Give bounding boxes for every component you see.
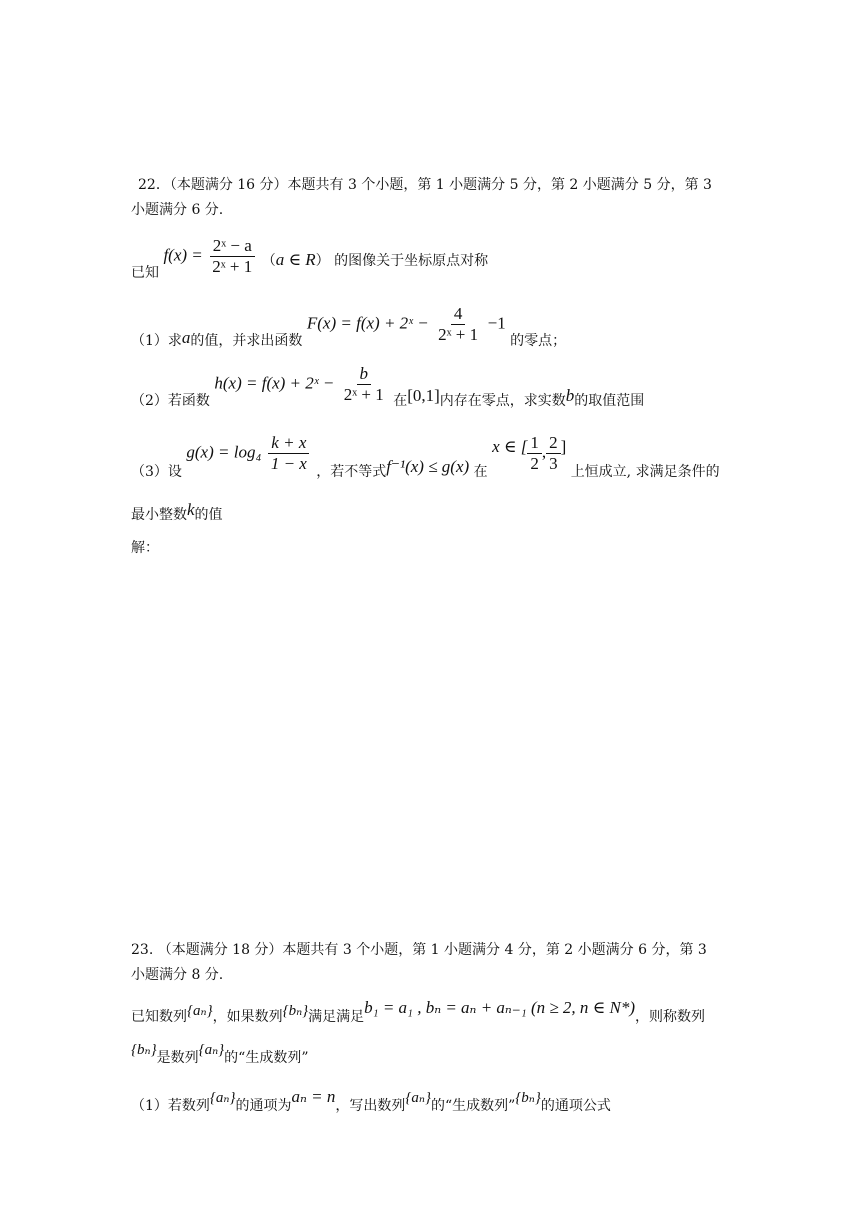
F-definition-tail: −1 — [487, 313, 506, 333]
q22-solution-label: 解： — [131, 540, 159, 556]
q22-part3-line2-suffix: 的值 — [194, 507, 223, 523]
q22-given-suffix: 的图像关于坐标原点对称 — [334, 252, 489, 269]
q23-def-prefix: 已知数列 — [131, 1009, 187, 1025]
g-definition-lhs: g(x) = log₄ — [186, 442, 262, 462]
q22-part2-prefix: （2）若函数 — [131, 392, 210, 409]
q22-part3-frac2 — [546, 433, 561, 474]
frac2-denominator: 3 — [549, 454, 558, 473]
seq-a-ref-3: {aₙ} — [209, 1090, 236, 1106]
q22-part2-interval: [0,1] — [407, 385, 440, 405]
q22-part3-suffix: 上恒成立, 求满足条件的 — [570, 463, 720, 480]
seq-b-ref: {bₙ} — [282, 1003, 309, 1019]
seq-a-ref-4: {aₙ} — [405, 1090, 431, 1106]
q22-part2-suffix: 的取值范围 — [574, 392, 645, 409]
q22-given-line: 已知 f(x) = $\frac{\text{2ˣ − a}}{\text{2ˣ + 1}}$ （a ∈ R） 的图像关于坐标原点对称 — [131, 236, 489, 281]
q23-def-mid2: 满足满足 — [308, 1009, 365, 1025]
F-denominator: 2ˣ + 1 — [438, 325, 479, 344]
q22-part2-in: 在 — [393, 392, 408, 409]
q22-part1-var: a — [181, 327, 191, 347]
f-definition-lhs: f(x) = — [163, 245, 203, 265]
q22-given-prefix: 已知 — [131, 264, 159, 281]
q22-part3-prefix: （3）设 — [131, 463, 182, 480]
F-numerator: 4 — [451, 304, 466, 325]
q22-part3-set-prefix: x ∈ [ — [492, 436, 528, 456]
f-denominator: 2ˣ + 1 — [212, 257, 253, 276]
h-definition-lhs: h(x) = f(x) + 2ˣ − — [214, 373, 335, 393]
seq-b-ref-3: {bₙ} — [515, 1090, 541, 1106]
q23-part1-prefix: （1）若数列 — [131, 1098, 210, 1114]
q23-part1-mid1: 的通项为 — [235, 1098, 292, 1114]
q22-part1-suffix: 的零点； — [510, 332, 567, 349]
q22-part3-var: k — [187, 500, 195, 519]
h-definition-fraction — [341, 364, 387, 405]
q22-part1-mid: 的值，并求出函数 — [190, 332, 303, 349]
q22-part3-frac1 — [527, 433, 542, 474]
q23-def-line2-suffix: 的“生成数列” — [224, 1050, 309, 1066]
f-numerator: 2ˣ − a — [210, 236, 255, 257]
q22-part3-set-suffix: ] — [560, 436, 567, 456]
seq-b-ref-2: {bₙ} — [131, 1042, 157, 1058]
frac1-numerator: 1 — [527, 433, 542, 454]
q22-part3-in: 在 — [473, 463, 488, 480]
q22-part1-prefix: （1）求 — [131, 332, 182, 349]
q22-part3-inequality: f⁻¹(x) ≤ g(x) — [386, 456, 470, 476]
q23-part1-mid3: 的“生成数列” — [430, 1098, 516, 1114]
frac1-denominator: 2 — [530, 454, 539, 473]
q22-part2-mid: 内存在零点，求实数 — [439, 392, 566, 409]
q23-part1-line — [131, 1087, 611, 1114]
q23-part1-suffix: 的通项公式 — [540, 1098, 611, 1114]
g-numerator: k + x — [268, 433, 309, 454]
frac2-numerator: 2 — [546, 433, 561, 454]
q23-definition-line — [131, 998, 706, 1025]
f-definition-fraction — [209, 236, 255, 277]
seq-a-ref: {aₙ} — [187, 1003, 213, 1019]
q23-part1-formula: aₙ = n — [291, 1087, 336, 1106]
h-denominator: 2ˣ + 1 — [343, 385, 384, 404]
g-denominator: 1 − x — [270, 454, 307, 473]
F-definition-fraction — [435, 304, 481, 345]
generating-sequence-formula: b₁ = a₁ , bₙ = aₙ + aₙ₋₁ (n ≥ 2, n ∈ N*) — [364, 998, 636, 1017]
h-numerator: b — [357, 364, 372, 385]
q22-part3-line: （3）设 g(x) = log₄ $\frac{k + x}{1 - x}$ ，若不等式f⁻¹(x) ≤ g(x) 在 x ∈ [ $\frac{1}{2}$ , $\frac{2}{3}$ ] 上恒成立, 求满足条件的 — [131, 433, 720, 480]
q22-header-line2: 小题满分 6 分. — [131, 202, 224, 218]
q22-part2-var: b — [565, 385, 575, 405]
g-definition-fraction — [268, 433, 310, 474]
q23-def-suffix: ，则称数列 — [635, 1009, 706, 1025]
q22-header-line1: 22．（本题满分 16 分）本题共有 3 个小题，第 1 小题满分 5 分，第 2 小题满分 5 分，第 3 — [138, 177, 712, 193]
q23-definition-line2 — [131, 1040, 309, 1066]
q22-part1-line — [131, 304, 567, 349]
q23-part1-mid2: ，写出数列 — [335, 1098, 406, 1114]
q22-part2-line — [131, 364, 645, 409]
q23-def-mid1: ，如果数列 — [212, 1009, 283, 1025]
F-definition-lhs: F(x) = f(x) + 2ˣ − — [306, 313, 429, 333]
seq-a-ref-2: {aₙ} — [198, 1042, 225, 1058]
q22-part3-line2-prefix: 最小整数 — [131, 507, 187, 523]
q23-header-line2: 小题满分 8 分. — [131, 967, 224, 983]
q22-given-condition: a ∈ R — [275, 249, 316, 269]
q22-part3-mid1: ，若不等式 — [316, 463, 387, 480]
q22-part3-line2 — [131, 500, 223, 525]
q23-header-line1: 23. （本题满分 18 分）本题共有 3 个小题，第 1 小题满分 4 分，第 2 小题满分 6 分，第 3 — [131, 942, 707, 958]
q23-def-line2-mid: 是数列 — [156, 1050, 199, 1066]
